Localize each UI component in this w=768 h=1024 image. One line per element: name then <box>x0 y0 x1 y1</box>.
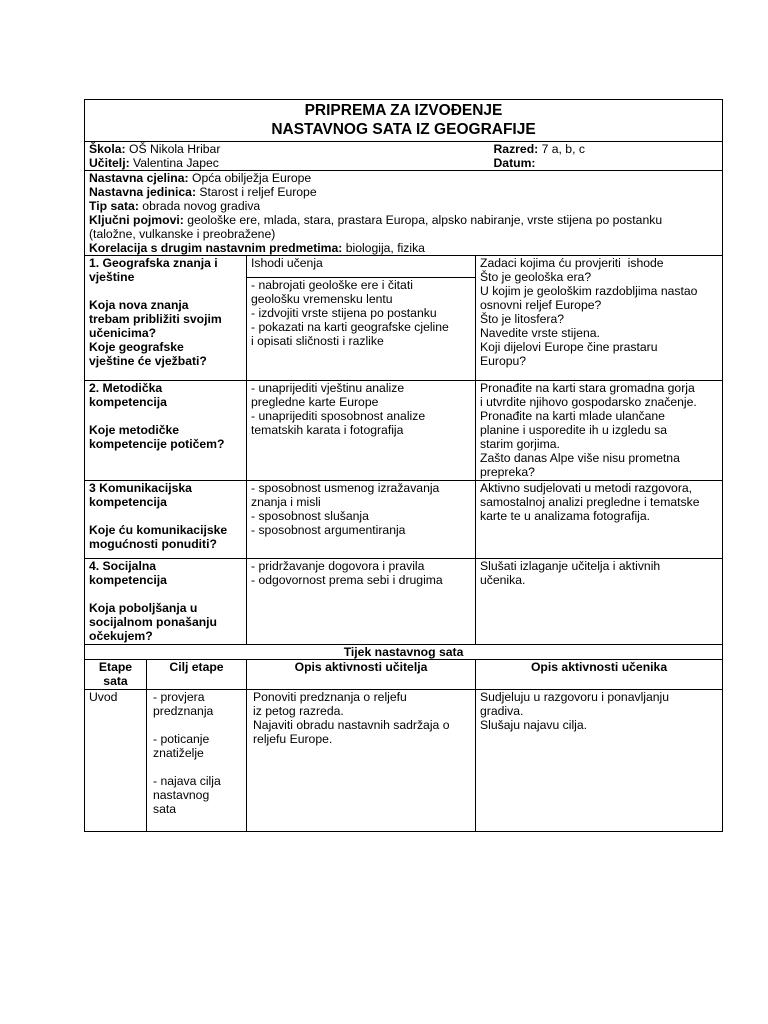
title-line-2: NASTAVNOG SATA IZ GEOGRAFIJE <box>271 121 536 138</box>
competency-2-label <box>85 381 247 481</box>
outcome-line: geološku vremensku lentu <box>251 291 393 306</box>
competency-3-tasks <box>476 481 723 559</box>
task-line: U kojim je geološkim razdobljima nastao <box>480 284 698 298</box>
competency-question: Koja poboljšanja u <box>89 601 198 615</box>
competency-question: Koje geografske <box>89 340 184 354</box>
competency-2-outcomes <box>247 381 476 481</box>
outcome-line: - unaprijediti sposobnost analize <box>251 409 426 423</box>
student-activity-line: gradiva. <box>480 704 524 718</box>
outcome-line: - nabrojati geološke ere i čitati <box>251 277 413 292</box>
topic-label: Nastavna jedinica: <box>89 185 197 199</box>
goal-line: - najava cilja <box>153 774 221 788</box>
outcome-line: - unaprijediti vještinu analize <box>251 381 405 395</box>
topic-value: Starost i reljef Europe <box>199 185 317 199</box>
school-label: Škola: <box>89 142 126 156</box>
correlation-label: Korelacija s drugim nastavnim predmetima: <box>89 241 343 255</box>
outcome-line: znanja i misli <box>251 495 321 509</box>
goal-line: - provjera <box>153 690 205 704</box>
lesson-info-cell <box>85 171 723 256</box>
teacher-activity-line: reljefu Europe. <box>253 732 333 746</box>
competency-question: Koje ću komunikacijske <box>89 523 228 537</box>
lesson-type-label: Tip sata: <box>89 199 139 213</box>
lesson-flow-table <box>84 644 723 832</box>
outcome-line: pregledne karte Europe <box>251 395 379 409</box>
goal-line: sata <box>153 802 177 816</box>
competency-question: trebam približiti svojim <box>89 312 222 326</box>
unit-label: Nastavna cjelina: <box>89 171 189 185</box>
task-line: Pronađite na karti mlade ulančane <box>480 409 665 423</box>
school-value: OŠ Nikola Hribar <box>128 142 221 156</box>
lesson-type-value: obrada novog gradiva <box>142 199 261 213</box>
date-label: Datum: <box>493 156 536 170</box>
competency-question: Koja nova znanja <box>89 298 189 312</box>
teacher-label: Učitelj: <box>89 156 130 170</box>
task-line: Pronađite na karti stara gromadna gorja <box>480 381 695 395</box>
competency-title: 1. Geografska znanja i <box>89 256 218 270</box>
task-line: i utvrdite njihovo gospodarsko značenje. <box>480 395 697 409</box>
task-line: prepreka? <box>480 465 535 479</box>
teacher-activity-line: Najaviti obradu nastavnih sadržaja o <box>253 718 450 732</box>
competency-title: kompetencija <box>89 395 167 409</box>
competency-question: Koje metodičke <box>89 423 180 437</box>
competency-title: kompetencija <box>89 573 167 587</box>
key-terms-value-2: (taložne, vulkanske i preobražene) <box>89 227 276 241</box>
task-line: osnovni reljef Europe? <box>480 298 602 312</box>
task-line: karte te u analizama fotografija. <box>480 509 651 523</box>
title-line-1: PRIPREMA ZA IZVOĐENJE <box>304 102 503 119</box>
competency-question: vještine će vježbati? <box>89 354 207 368</box>
correlation-value: biologija, fizika <box>345 241 425 255</box>
competency-1-label <box>85 256 247 381</box>
lesson-plan-document <box>84 99 722 832</box>
goal-column-header: Cilj etape <box>147 660 247 690</box>
student-activity-line: Sudjeluju u razgovoru i ponavljanju <box>480 690 670 704</box>
competency-4-label <box>85 559 247 645</box>
goal-cell <box>147 690 247 832</box>
student-activity-line: Slušaju najavu cilja. <box>480 718 588 732</box>
competency-2-tasks <box>476 381 723 481</box>
competency-question: kompetencije potičem? <box>89 437 225 451</box>
task-line: Aktivno sudjelovati u metodi razgovora, <box>480 481 693 495</box>
competency-3-outcomes <box>247 481 476 559</box>
task-line: Zašto danas Alpe više nisu prometna <box>480 451 680 465</box>
outcome-line: - sposobnost usmenog izražavanja <box>251 481 440 495</box>
teacher-activity-line: Ponoviti predznanja o reljefu <box>253 690 407 704</box>
task-line: Slušati izlaganje učitelja i aktivnih <box>480 559 661 573</box>
task-line: starim gorjima. <box>480 437 560 451</box>
competency-question: socijalnom ponašanju <box>89 615 217 629</box>
stage-column-header <box>85 660 147 690</box>
competency-title: 4. Socijalna <box>89 559 157 573</box>
school-cell <box>85 142 476 171</box>
stage-header-line: sata <box>103 674 128 688</box>
unit-value: Opća obilježja Europe <box>191 171 312 185</box>
teacher-value: Valentina Japec <box>133 156 219 170</box>
task-line: Koji dijelovi Europe čine prastaru <box>480 340 658 354</box>
goal-line: znatiželje <box>153 746 204 760</box>
goal-line: nastavnog <box>153 788 210 802</box>
tasks-header: Zadaci kojima ću provjeriti ishode <box>480 256 664 270</box>
grade-label: Razred: <box>493 142 539 156</box>
teacher-activity-cell <box>247 690 476 832</box>
competency-title: 2. Metodička <box>89 381 163 395</box>
task-line: Što je geološka era? <box>480 270 592 284</box>
task-line: Europu? <box>480 354 527 368</box>
student-activity-cell <box>476 690 723 832</box>
competency-question: učenicima? <box>89 326 157 340</box>
task-line: učenika. <box>480 573 526 587</box>
outcome-line: i opisati sličnosti i razlike <box>251 333 384 348</box>
task-line: planine i usporedite ih u izgledu sa <box>480 423 668 437</box>
lesson-flow-title: Tijek nastavnog sata <box>85 645 723 660</box>
document-title <box>85 100 723 142</box>
header-table <box>84 99 723 645</box>
competency-question: mogućnosti ponuditi? <box>89 537 217 551</box>
goal-line: predznanja <box>153 704 214 718</box>
outcome-line: - sposobnost slušanja <box>251 509 369 523</box>
task-line: samostalnoj analizi pregledne i tematske <box>480 495 700 509</box>
outcome-line: - pokazati na karti geografske cjeline <box>251 319 449 334</box>
teacher-activity-header: Opis aktivnosti učitelja <box>247 660 476 690</box>
teacher-activity-line: iz petog razreda. <box>253 704 344 718</box>
stage-header-line: Etape <box>98 660 133 674</box>
task-line: Navedite vrste stijena. <box>480 326 600 340</box>
outcome-line: tematskih karata i fotografija <box>251 423 404 437</box>
competency-title: 3 Komunikacijska <box>89 481 192 495</box>
competency-4-tasks <box>476 559 723 645</box>
outcome-line: - sposobnost argumentiranja <box>251 523 406 537</box>
competency-1-outcomes <box>247 277 476 380</box>
grade-cell <box>476 142 723 171</box>
key-terms-value: geološke ere, mlada, stara, prastara Europa, alpsko nabiranje, vrste stijena po postanku <box>187 213 663 227</box>
student-activity-header: Opis aktivnosti učenika <box>476 660 723 690</box>
competency-title: vještine <box>89 270 135 284</box>
task-line: Što je litosfera? <box>480 312 565 326</box>
grade-value: 7 a, b, c <box>541 142 585 156</box>
competency-3-label <box>85 481 247 559</box>
outcome-line: - izdvojiti vrste stijena po postanku <box>251 305 437 320</box>
competency-1-tasks <box>476 256 723 381</box>
competency-title: kompetencija <box>89 495 167 509</box>
outcome-line: - pridržavanje dogovora i pravila <box>251 559 425 573</box>
competency-4-outcomes <box>247 559 476 645</box>
competency-question: očekujem? <box>89 629 153 643</box>
stage-cell: Uvod <box>85 690 147 832</box>
outcome-line: - odgovornost prema sebi i drugima <box>251 573 443 587</box>
key-terms-label: Ključni pojmovi: <box>89 213 184 227</box>
outcomes-header: Ishodi učenja <box>247 256 476 278</box>
goal-line: - poticanje <box>153 732 210 746</box>
